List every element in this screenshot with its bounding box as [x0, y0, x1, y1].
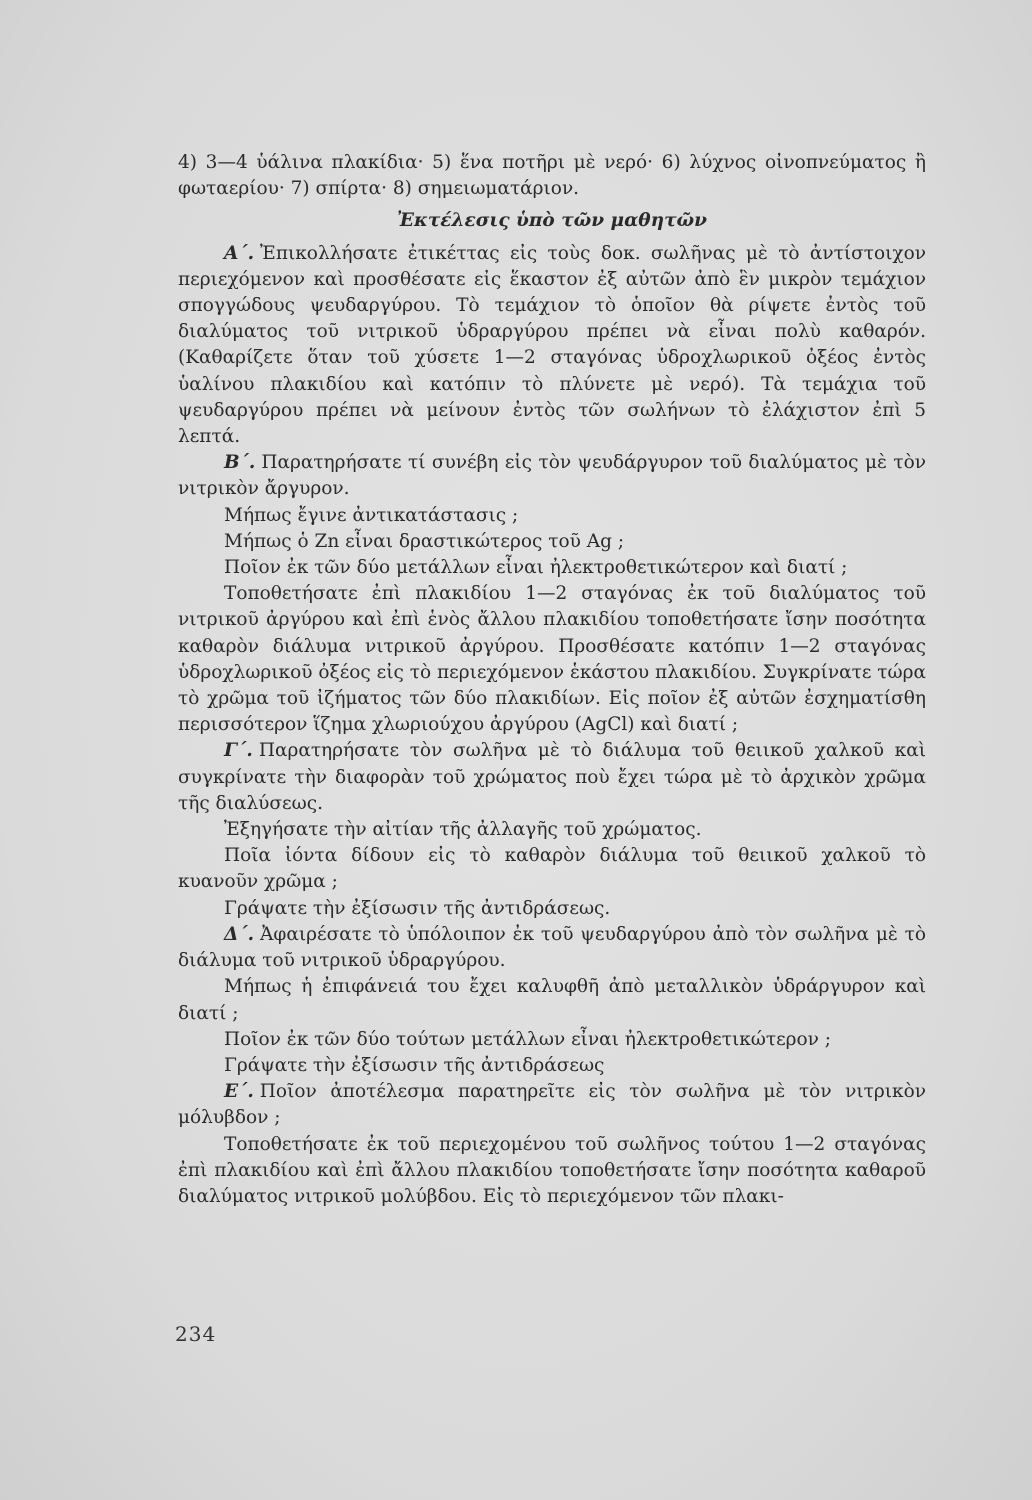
section-b-question-1: Μήπως ἔγινε ἀντικατάστασις ;	[224, 504, 519, 526]
section-a-text: Ἐπικολλήσατε ἐτικέττας εἰς τοὺς δοκ. σωλῆνας μὲ τὸ ἀντίστοιχον περιεχόμενον καὶ προσθέσατε εἰς ἕκαστον ἐξ αὐτῶν ἀπὸ ἓν μικρὸν τεμάχιον σπογγώδους ψευδαργύρου. Τὸ τεμάχιον τὸ ὁποῖον θὰ ρίψετε ἐντὸς τοῦ διαλύματος τοῦ νιτρικοῦ ὑδραργύρου πρέπει νὰ εἶναι πολὺ καθαρόν. (Καθαρίζετε ὅταν τοῦ χύσετε 1—2 σταγόνας ὑδροχλωρικοῦ ὀξέος ἐντὸς ὑαλίνου πλακιδίου καὶ κατόπιν τὸ πλύνετε μὲ νερό). Τὰ τεμάχια τοῦ ψευδαργύρου πρέπει νὰ μείνουν ἐντὸς τῶν σωλήνων τὸ ἐλάχιστον ἐπὶ 5 λεπτά.	[178, 242, 926, 448]
section-e-paragraph	[178, 1079, 926, 1131]
section-e-text: Ποῖον ἀποτέλεσμα παρατηρεῖτε εἰς τὸν σωλῆνα μὲ τὸν νιτρικὸν μόλυβδον ;	[178, 1081, 926, 1129]
section-c-question-1: Ἐξηγήσατε τὴν αἰτίαν τῆς ἀλλαγῆς τοῦ χρώματος.	[224, 819, 702, 841]
materials-list: 4) 3—4 ὑάλινα πλακίδια· 5) ἕνα ποτῆρι μὲ νερό· 6) λύχνος οἰνοπνεύματος ἢ φωταερίου· 7) σπίρτα· 8) σημειωματάριον.	[178, 152, 926, 200]
section-b-question-2: Μήπως ὁ Zn εἶναι δραστικώτερος τοῦ Ag ;	[224, 530, 625, 552]
section-d-question-3: Γράψατε τὴν ἐξίσωσιν τῆς ἀντιδράσεως	[224, 1054, 605, 1076]
section-d-question-2: Ποῖον ἐκ τῶν δύο τούτων μετάλλων εἶναι ἠλεκτροθετικώτερον ;	[224, 1028, 832, 1050]
section-b-paragraph	[178, 450, 926, 502]
section-d-paragraph	[178, 922, 926, 974]
section-d-question-1: Μήπως ἡ ἐπιφάνειά του ἔχει καλυφθῆ ἀπὸ μεταλλικὸν ὑδράργυρον καὶ διατί ;	[178, 976, 926, 1024]
section-heading: Ἐκτέλεσις ὑπὸ τῶν μαθητῶν	[396, 210, 707, 232]
section-c-text: Παρατηρήσατε τὸν σωλῆνα μὲ τὸ διάλυμα τοῦ θειικοῦ χαλκοῦ καὶ συγκρίνατε τὴν διαφορὰν τοῦ χρώματος ποὺ ἔχει τώρα μὲ τὸ ἀρχικὸν χρῶμα τῆς διαλύσεως.	[178, 740, 926, 814]
section-c-question-3: Γράψατε τὴν ἐξίσωσιν τῆς ἀντιδράσεως.	[224, 897, 611, 919]
section-c-label: Γ΄.	[224, 740, 253, 762]
section-b-label: Β΄.	[224, 452, 256, 474]
section-b-text: Παρατηρήσατε τί συνέβη εἰς τὸν ψευδάργυρον τοῦ διαλύματος μὲ τὸν νιτρικὸν ἄργυρον.	[178, 452, 926, 500]
section-d-text: Ἀφαιρέσατε τὸ ὑπόλοιπον ἐκ τοῦ ψευδαργύρου ἀπὸ τὸν σωλῆνα μὲ τὸ διάλυμα τοῦ νιτρικοῦ ὑδραργύρου.	[178, 923, 926, 972]
section-e-paragraph-2: Τοποθετήσατε ἐκ τοῦ περιεχομένου τοῦ σωλῆνος τούτου 1—2 σταγόνας ἐπὶ πλακιδίου καὶ ἐπὶ ἄλλου πλακιδίου τοποθετήσατε ἴσην ποσότητα καθαροῦ διαλύματος νιτρικοῦ μολύβδου. Εἰς τὸ περιεχόμενον τῶν πλακι-	[178, 1133, 926, 1207]
section-b-question-3: Ποῖον ἐκ τῶν δύο μετάλλων εἶναι ἠλεκτροθετικώτερον καὶ διατί ;	[224, 557, 848, 579]
section-b-paragraph-2: Τοποθετήσατε ἐπὶ πλακιδίου 1—2 σταγόνας ἐκ τοῦ διαλύματος τοῦ νιτρικοῦ ἀργύρου καὶ ἐπὶ ἑνὸς ἄλλου πλακιδίου τοποθετήσατε ἴσην ποσότητα καθαρὸν διάλυμα νιτρικοῦ ἀργύρου. Προσθέσατε κατόπιν 1—2 σταγόνας ὑδροχλωρικοῦ ὀξέος εἰς τὸ περιεχόμενον ἑκάστου πλακιδίου. Συγκρίνατε τώρα τὸ χρῶμα τοῦ ἰζήματος τῶν δύο πλακιδίων. Εἰς ποῖον ἐξ αὐτῶν ἐσχηματίσθη περισσότερον ἵζημα χλωριούχου ἀργύρου (AgCl) καὶ διατί ;	[178, 583, 926, 736]
section-d-label: Δ΄.	[224, 923, 255, 945]
section-a-paragraph	[178, 241, 926, 451]
page-body	[178, 150, 926, 1210]
page-number: 234	[175, 1322, 217, 1346]
section-c-question-2: Ποῖα ἰόντα δίδουν εἰς τὸ καθαρὸν διάλυμα τοῦ θειικοῦ χαλκοῦ τὸ κυανοῦν χρῶμα ;	[178, 845, 926, 893]
section-e-label: Ε΄.	[224, 1081, 254, 1103]
section-a-label: Α΄.	[224, 242, 255, 264]
section-c-paragraph	[178, 738, 926, 817]
